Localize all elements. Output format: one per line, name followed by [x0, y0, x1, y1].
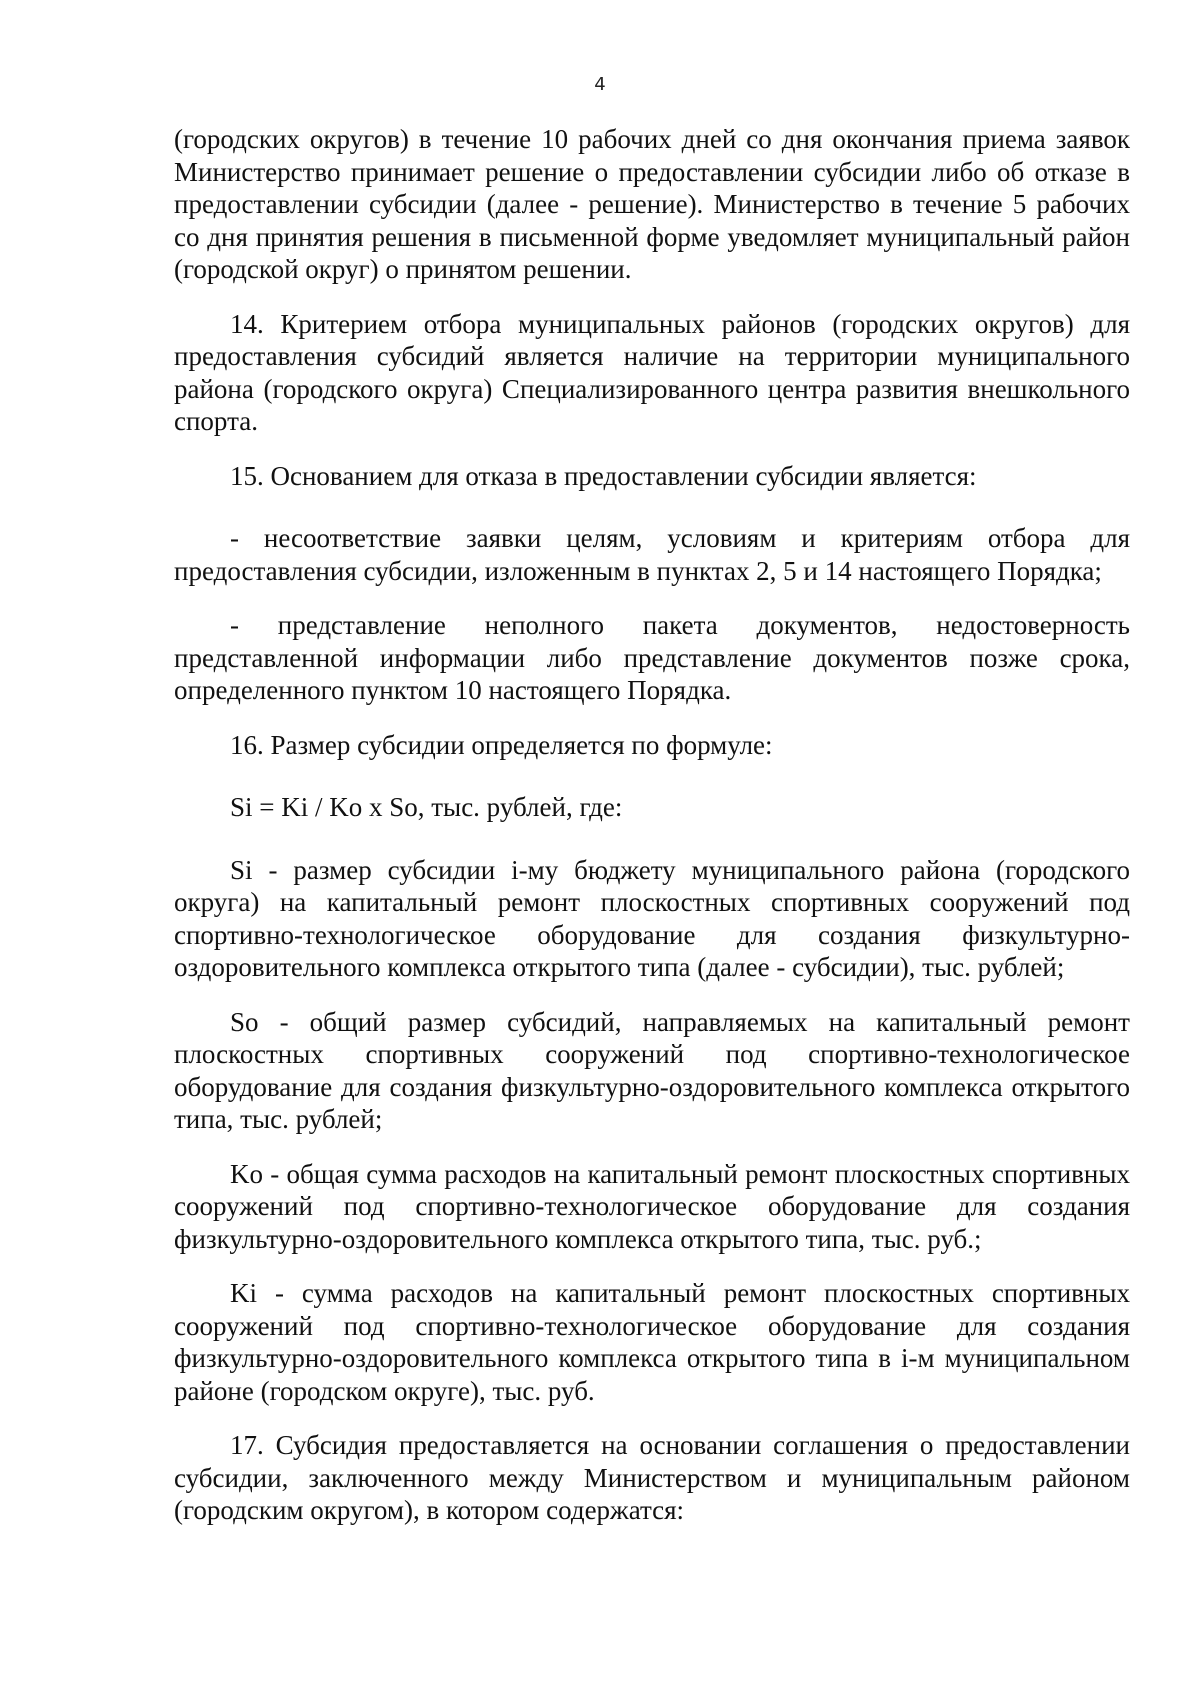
- document-body: [174, 123, 1130, 1549]
- paragraph-item-17: 17. Субсидия предоставляется на основании соглашения о предоставлении субсидии, заключенного между Министерством и муниципальным районом (городским округом), в котором содержатся:: [174, 1430, 1130, 1525]
- formula: Si = Ki / Ko x So, тыс. рублей, где:: [230, 792, 623, 822]
- paragraph-continuation: (городских округов) в течение 10 рабочих дней со дня окончания приема заявок Министерство принимает решение о предоставлении субсидии либо об отказе в предоставлении субсидии (далее - решение). Министерство в течение 5 рабочих со дня принятия решения в письменной форме уведомляет муниципальный район (городской округ) о принятом решении.: [174, 124, 1130, 284]
- paragraph-item-16: 16. Размер субсидии определяется по формуле:: [230, 729, 773, 760]
- paragraph-definition-si: Si - размер субсидии i-му бюджету муниципального района (городского округа) на капитальный ремонт плоскостных спортивных сооружений под спортивно-технологическое оборудование для создания физкультурно-оздоровительного комплекса открытого типа (далее - субсидии), тыс. рублей;: [174, 854, 1130, 982]
- paragraph-definition-ki: Ki - сумма расходов на капитальный ремонт плоскостных спортивных сооружений под спортивно-технологическое оборудование для создания физкультурно-оздоровительного комплекса открытого типа в i-м муниципальном районе (городском округе), тыс. руб.: [174, 1278, 1130, 1406]
- page-number: 4: [594, 74, 606, 95]
- paragraph-item-15: 15. Основанием для отказа в предоставлении субсидии является:: [230, 460, 977, 491]
- paragraph-definition-so: So - общий размер субсидий, направляемых на капитальный ремонт плоскостных спортивных сооружений под спортивно-технологическое оборудование для создания физкультурно-оздоровительного комплекса открытого типа, тыс. рублей;: [174, 1006, 1130, 1134]
- paragraph-definition-ko: Ko - общая сумма расходов на капитальный ремонт плоскостных спортивных сооружений под спортивно-технологическое оборудование для создания физкультурно-оздоровительного комплекса открытого типа, тыс. руб.;: [174, 1158, 1130, 1254]
- paragraph-refusal-reason-1: - несоответствие заявки целям, условиям и критериям отбора для предоставления субсидии, изложенным в пунктах 2, 5 и 14 настоящего Порядка;: [174, 523, 1130, 586]
- paragraph-item-14: 14. Критерием отбора муниципальных районов (городских округов) для предоставления субсидий является наличие на территории муниципального района (городского округа) Специализированного центра развития внешкольного спорта.: [174, 308, 1130, 436]
- paragraph-refusal-reason-2: - представление неполного пакета документов, недостоверность представленной информации либо представление документов позже срока, определенного пунктом 10 настоящего Порядка.: [174, 610, 1130, 705]
